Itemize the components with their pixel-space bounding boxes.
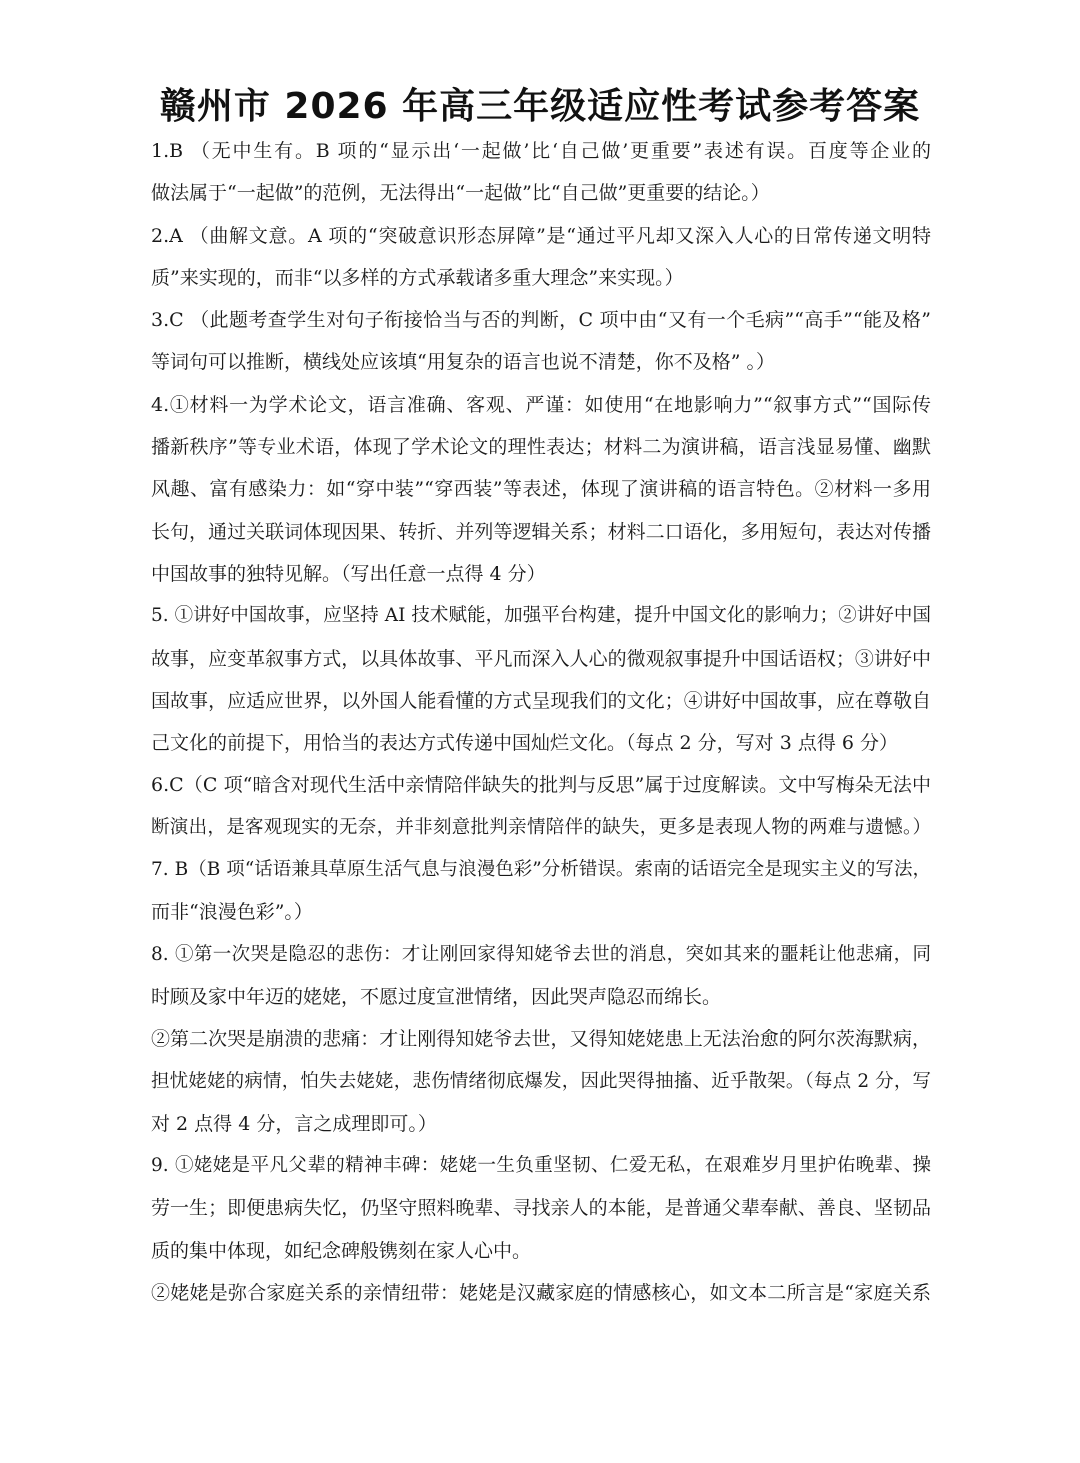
answer-text-line: 7. B（B 项“话语兼具草原生活气息与浪漫色彩”分析错误。索南的话语完全是现实主义的写法， xyxy=(151,859,931,881)
answer-text-line: 3.C （此题考查学生对句子衔接恰当与否的判断，C 项中由“又有一个毛病”“高手”“能及格” xyxy=(151,309,931,332)
answer-text-line: 6.C（C 项“暗含对现代生活中亲情陪伴缺失的批判与反思”属于过度解读。文中写梅朵无法中 xyxy=(151,774,931,797)
answer-text-line: 5. ①讲好中国故事，应坚持 AI 技术赋能，加强平台构建，提升中国文化的影响力；②讲好中国 xyxy=(151,605,931,627)
answer-text-line: ②第二次哭是崩溃的悲痛：才让刚得知姥爷去世，又得知姥姥患上无法治愈的阿尔茨海默病， xyxy=(151,1028,931,1051)
answer-text-line: 等词句可以推断，横线处应该填“用复杂的语言也说不清楚，你不及格” 。） xyxy=(151,351,775,374)
answer-text-line: 做法属于“一起做”的范例，无法得出“一起做”比“自己做”更重要的结论。） xyxy=(151,182,770,205)
answer-text-line: 时顾及家中年迈的姥姥，不愿过度宣泄情绪，因此哭声隐忍而绵长。 xyxy=(151,985,722,1008)
answer-text-line: 长句，通过关联词体现因果、转折、并列等逻辑关系；材料二口语化，多用短句，表达对传播 xyxy=(151,520,931,543)
answer-text-line: 8. ①第一次哭是隐忍的悲伤：才让刚回家得知姥爷去世的消息，突如其来的噩耗让他悲痛，同 xyxy=(151,943,931,965)
answer-text-line: 播新秩序”等专业术语，体现了学术论文的理性表达；材料二为演讲稿，语言浅显易懂、幽默 xyxy=(151,436,931,459)
answer-text-line: ②姥姥是弥合家庭关系的亲情纽带：姥姥是汉藏家庭的情感核心，如文本二所言是“家庭关系 xyxy=(151,1282,931,1305)
answer-text-line: 己文化的前提下，用恰当的表达方式传递中国灿烂文化。（每点 2 分，写对 3 点得 6 分） xyxy=(151,732,899,755)
answer-text-line: 9. ①姥姥是平凡父辈的精神丰碑：姥姥一生负重坚韧、仁爱无私，在艰难岁月里护佑晚辈、操 xyxy=(151,1155,931,1177)
answer-text-line: 对 2 点得 4 分，言之成理即可。） xyxy=(151,1112,437,1135)
answer-text-line: 质”来实现的，而非“以多样的方式承载诸多重大理念”来实现。） xyxy=(151,266,684,289)
answer-text-line: 劳一生；即便患病失忆，仍坚守照料晚辈、寻找亲人的本能，是普通父辈奉献、善良、坚韧品 xyxy=(151,1197,931,1220)
answer-text-line: 中国故事的独特见解。（写出任意一点得 4 分） xyxy=(151,562,546,585)
answer-text-line: 4.①材料一为学术论文，语言准确、客观、严谨：如使用“在地影响力”“叙事方式”“国际传 xyxy=(151,393,931,416)
answer-text-line: 担忧姥姥的病情，怕失去姥姥，悲伤情绪彻底爆发，因此哭得抽搐、近乎散架。（每点 2 分，写 xyxy=(151,1070,931,1092)
answer-text-line: 而非“浪漫色彩”。） xyxy=(151,901,313,924)
answer-text-line: 2.A （曲解文意。A 项的“突破意识形态屏障”是“通过平凡却又深入人心的日常传递文明特 xyxy=(151,224,931,247)
answer-text-line: 故事，应变革叙事方式，以具体故事、平凡而深入人心的微观叙事提升中国话语权；③讲好中 xyxy=(151,647,931,670)
answer-text-line: 国故事，应适应世界，以外国人能看懂的方式呈现我们的文化；④讲好中国故事，应在尊敬自 xyxy=(151,689,931,712)
answer-text-line: 质的集中体现，如纪念碑般镌刻在家人心中。 xyxy=(151,1239,532,1262)
answer-text-line: 风趣、富有感染力：如“穿中装”“穿西装”等表述，体现了演讲稿的语言特色。②材料一多用 xyxy=(151,478,931,501)
answer-content xyxy=(151,130,931,1314)
page-title: 赣州市 2026 年高三年级适应性考试参考答案 xyxy=(159,86,921,127)
answer-text-line: 断演出，是客观现实的无奈，并非刻意批判亲情陪伴的缺失，更多是表现人物的两难与遗憾。） xyxy=(151,816,931,838)
answer-text-line: 1.B （无中生有。B 项的“显示出‘一起做’比‘自己做’更重要”表述有误。百度等企业的 xyxy=(151,140,931,162)
